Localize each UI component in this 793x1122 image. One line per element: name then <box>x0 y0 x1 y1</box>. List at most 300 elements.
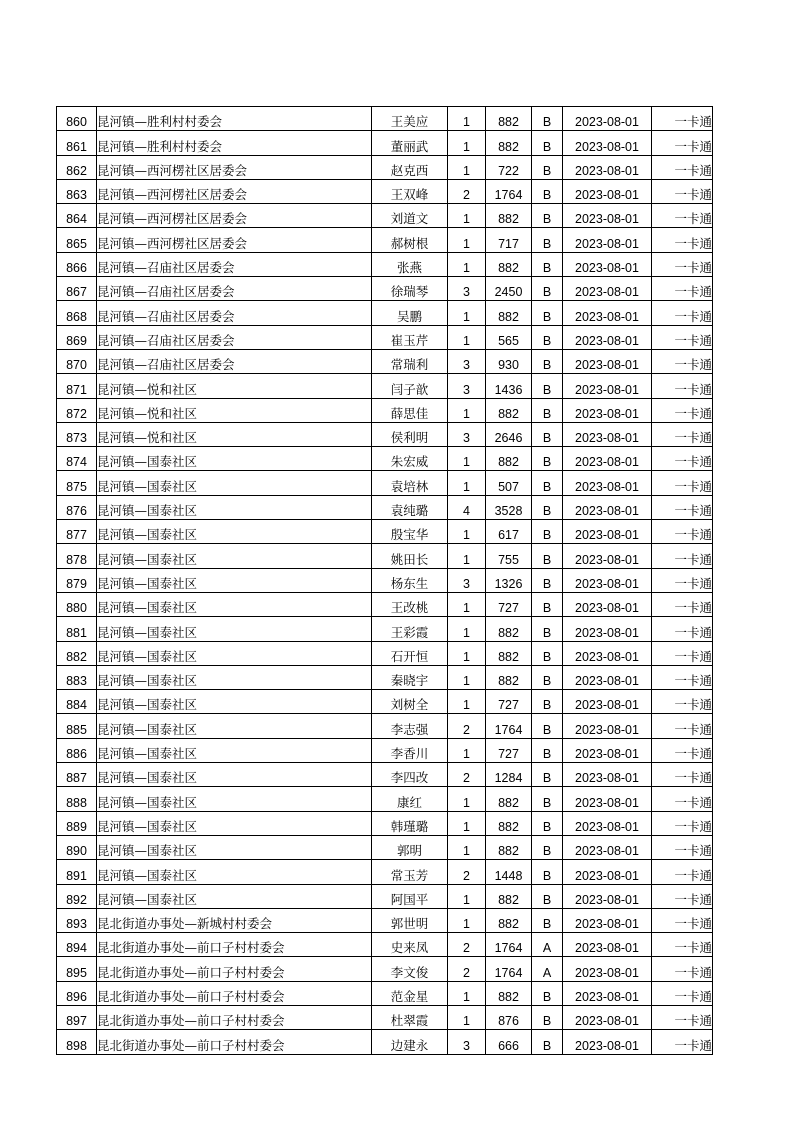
row-number: 880 <box>57 592 97 616</box>
table-row <box>57 592 713 616</box>
row-date: 2023-08-01 <box>563 908 652 932</box>
row-payment: 一卡通 <box>652 957 713 981</box>
row-date: 2023-08-01 <box>563 495 652 519</box>
row-payment: 一卡通 <box>652 981 713 1005</box>
row-count: 1 <box>448 787 486 811</box>
row-name: 常玉芳 <box>372 860 448 884</box>
table-row <box>57 957 713 981</box>
row-count: 1 <box>448 107 486 131</box>
row-name: 阿国平 <box>372 884 448 908</box>
row-name: 袁培林 <box>372 471 448 495</box>
row-date: 2023-08-01 <box>563 714 652 738</box>
row-date: 2023-08-01 <box>563 179 652 203</box>
row-class: B <box>532 690 563 714</box>
row-number: 890 <box>57 835 97 859</box>
row-count: 2 <box>448 179 486 203</box>
row-payment: 一卡通 <box>652 860 713 884</box>
table-row <box>57 884 713 908</box>
row-payment: 一卡通 <box>652 592 713 616</box>
row-payment: 一卡通 <box>652 228 713 252</box>
row-payment: 一卡通 <box>652 811 713 835</box>
row-date: 2023-08-01 <box>563 1030 652 1054</box>
table-row <box>57 738 713 762</box>
row-amount: 722 <box>486 155 532 179</box>
row-date: 2023-08-01 <box>563 933 652 957</box>
row-number: 889 <box>57 811 97 835</box>
row-number: 874 <box>57 447 97 471</box>
row-number: 893 <box>57 908 97 932</box>
row-number: 863 <box>57 179 97 203</box>
table-row <box>57 617 713 641</box>
row-number: 879 <box>57 568 97 592</box>
row-count: 2 <box>448 957 486 981</box>
row-amount: 882 <box>486 665 532 689</box>
row-name: 石开恒 <box>372 641 448 665</box>
row-amount: 882 <box>486 204 532 228</box>
row-count: 1 <box>448 738 486 762</box>
table-row <box>57 422 713 446</box>
row-class: B <box>532 1005 563 1029</box>
table-row <box>57 131 713 155</box>
row-payment: 一卡通 <box>652 884 713 908</box>
row-address: 昆河镇—国泰社区 <box>97 568 372 592</box>
row-payment: 一卡通 <box>652 568 713 592</box>
row-name: 范金星 <box>372 981 448 1005</box>
row-payment: 一卡通 <box>652 787 713 811</box>
row-payment: 一卡通 <box>652 349 713 373</box>
row-class: B <box>532 325 563 349</box>
row-number: 876 <box>57 495 97 519</box>
row-address: 昆河镇—国泰社区 <box>97 835 372 859</box>
row-name: 李四改 <box>372 763 448 787</box>
row-number: 894 <box>57 933 97 957</box>
row-name: 王美应 <box>372 107 448 131</box>
table-row <box>57 665 713 689</box>
row-name: 薛思佳 <box>372 398 448 422</box>
row-count: 1 <box>448 884 486 908</box>
row-payment: 一卡通 <box>652 617 713 641</box>
row-address: 昆河镇—召庙社区居委会 <box>97 252 372 276</box>
row-date: 2023-08-01 <box>563 398 652 422</box>
row-payment: 一卡通 <box>652 204 713 228</box>
table-row <box>57 981 713 1005</box>
row-name: 杨东生 <box>372 568 448 592</box>
row-amount: 717 <box>486 228 532 252</box>
row-address: 昆河镇—胜利村村委会 <box>97 107 372 131</box>
row-class: B <box>532 787 563 811</box>
roster-table <box>56 106 713 1055</box>
row-class: B <box>532 592 563 616</box>
row-address: 昆河镇—国泰社区 <box>97 714 372 738</box>
row-number: 896 <box>57 981 97 1005</box>
row-class: B <box>532 277 563 301</box>
table-row <box>57 1005 713 1029</box>
row-number: 870 <box>57 349 97 373</box>
row-payment: 一卡通 <box>652 641 713 665</box>
row-payment: 一卡通 <box>652 155 713 179</box>
row-number: 892 <box>57 884 97 908</box>
row-number: 873 <box>57 422 97 446</box>
row-class: B <box>532 908 563 932</box>
row-address: 昆河镇—悦和社区 <box>97 422 372 446</box>
row-count: 3 <box>448 422 486 446</box>
row-count: 4 <box>448 495 486 519</box>
row-address: 昆河镇—国泰社区 <box>97 520 372 544</box>
row-payment: 一卡通 <box>652 325 713 349</box>
row-class: B <box>532 811 563 835</box>
row-amount: 882 <box>486 884 532 908</box>
row-name: 张燕 <box>372 252 448 276</box>
row-count: 1 <box>448 204 486 228</box>
row-date: 2023-08-01 <box>563 520 652 544</box>
row-count: 1 <box>448 1005 486 1029</box>
row-name: 李香川 <box>372 738 448 762</box>
row-address: 昆河镇—西河楞社区居委会 <box>97 179 372 203</box>
row-count: 1 <box>448 665 486 689</box>
row-amount: 882 <box>486 252 532 276</box>
table-row <box>57 325 713 349</box>
row-address: 昆北街道办事处—前口子村村委会 <box>97 981 372 1005</box>
row-count: 1 <box>448 617 486 641</box>
row-number: 881 <box>57 617 97 641</box>
row-count: 3 <box>448 349 486 373</box>
row-address: 昆河镇—国泰社区 <box>97 787 372 811</box>
row-date: 2023-08-01 <box>563 641 652 665</box>
row-amount: 882 <box>486 981 532 1005</box>
row-date: 2023-08-01 <box>563 957 652 981</box>
table-row <box>57 301 713 325</box>
row-payment: 一卡通 <box>652 714 713 738</box>
row-number: 895 <box>57 957 97 981</box>
table-row <box>57 204 713 228</box>
row-count: 1 <box>448 520 486 544</box>
table-row <box>57 349 713 373</box>
row-payment: 一卡通 <box>652 422 713 446</box>
row-amount: 1436 <box>486 374 532 398</box>
row-count: 1 <box>448 398 486 422</box>
row-date: 2023-08-01 <box>563 1005 652 1029</box>
row-number: 891 <box>57 860 97 884</box>
row-number: 883 <box>57 665 97 689</box>
row-date: 2023-08-01 <box>563 568 652 592</box>
row-amount: 930 <box>486 349 532 373</box>
row-address: 昆河镇—召庙社区居委会 <box>97 349 372 373</box>
row-payment: 一卡通 <box>652 374 713 398</box>
row-name: 杜翠霞 <box>372 1005 448 1029</box>
row-class: B <box>532 714 563 738</box>
row-amount: 882 <box>486 131 532 155</box>
row-payment: 一卡通 <box>652 179 713 203</box>
row-class: B <box>532 495 563 519</box>
row-class: B <box>532 422 563 446</box>
row-payment: 一卡通 <box>652 738 713 762</box>
row-address: 昆河镇—国泰社区 <box>97 860 372 884</box>
row-name: 秦晓宇 <box>372 665 448 689</box>
row-date: 2023-08-01 <box>563 665 652 689</box>
row-amount: 617 <box>486 520 532 544</box>
row-count: 1 <box>448 641 486 665</box>
row-date: 2023-08-01 <box>563 374 652 398</box>
row-count: 1 <box>448 325 486 349</box>
row-address: 昆北街道办事处—新城村村委会 <box>97 908 372 932</box>
row-date: 2023-08-01 <box>563 471 652 495</box>
row-amount: 2450 <box>486 277 532 301</box>
row-amount: 507 <box>486 471 532 495</box>
row-payment: 一卡通 <box>652 763 713 787</box>
row-count: 1 <box>448 131 486 155</box>
row-count: 1 <box>448 811 486 835</box>
row-date: 2023-08-01 <box>563 811 652 835</box>
row-count: 1 <box>448 301 486 325</box>
row-number: 886 <box>57 738 97 762</box>
table-row <box>57 398 713 422</box>
row-amount: 727 <box>486 690 532 714</box>
row-amount: 3528 <box>486 495 532 519</box>
row-class: B <box>532 981 563 1005</box>
row-name: 韩瑾璐 <box>372 811 448 835</box>
row-address: 昆河镇—国泰社区 <box>97 665 372 689</box>
row-class: B <box>532 763 563 787</box>
row-count: 1 <box>448 981 486 1005</box>
row-number: 867 <box>57 277 97 301</box>
table-row <box>57 860 713 884</box>
row-address: 昆河镇—西河楞社区居委会 <box>97 204 372 228</box>
row-number: 872 <box>57 398 97 422</box>
row-class: B <box>532 131 563 155</box>
row-name: 殷宝华 <box>372 520 448 544</box>
row-count: 1 <box>448 447 486 471</box>
row-date: 2023-08-01 <box>563 155 652 179</box>
row-date: 2023-08-01 <box>563 252 652 276</box>
row-date: 2023-08-01 <box>563 301 652 325</box>
row-address: 昆河镇—西河楞社区居委会 <box>97 155 372 179</box>
table-row <box>57 690 713 714</box>
row-amount: 882 <box>486 835 532 859</box>
row-class: B <box>532 204 563 228</box>
row-amount: 882 <box>486 301 532 325</box>
row-name: 李文俊 <box>372 957 448 981</box>
row-name: 王彩霞 <box>372 617 448 641</box>
row-class: B <box>532 738 563 762</box>
row-payment: 一卡通 <box>652 277 713 301</box>
row-amount: 882 <box>486 641 532 665</box>
row-class: B <box>532 179 563 203</box>
roster-body <box>57 107 713 1055</box>
row-class: B <box>532 107 563 131</box>
row-number: 869 <box>57 325 97 349</box>
table-row <box>57 179 713 203</box>
row-date: 2023-08-01 <box>563 204 652 228</box>
row-class: B <box>532 252 563 276</box>
row-name: 王改桃 <box>372 592 448 616</box>
row-number: 888 <box>57 787 97 811</box>
row-number: 871 <box>57 374 97 398</box>
row-amount: 1764 <box>486 957 532 981</box>
row-class: B <box>532 1030 563 1054</box>
row-class: B <box>532 301 563 325</box>
row-date: 2023-08-01 <box>563 884 652 908</box>
row-name: 吴鹏 <box>372 301 448 325</box>
row-number: 861 <box>57 131 97 155</box>
table-row <box>57 835 713 859</box>
row-class: B <box>532 398 563 422</box>
row-payment: 一卡通 <box>652 131 713 155</box>
row-number: 897 <box>57 1005 97 1029</box>
row-payment: 一卡通 <box>652 495 713 519</box>
table-row <box>57 107 713 131</box>
row-class: B <box>532 447 563 471</box>
table-row <box>57 155 713 179</box>
row-date: 2023-08-01 <box>563 325 652 349</box>
row-amount: 1764 <box>486 714 532 738</box>
row-payment: 一卡通 <box>652 398 713 422</box>
row-address: 昆河镇—胜利村村委会 <box>97 131 372 155</box>
row-number: 885 <box>57 714 97 738</box>
row-name: 闫子歆 <box>372 374 448 398</box>
table-row <box>57 520 713 544</box>
row-address: 昆河镇—国泰社区 <box>97 641 372 665</box>
row-amount: 1284 <box>486 763 532 787</box>
row-payment: 一卡通 <box>652 1005 713 1029</box>
row-amount: 876 <box>486 1005 532 1029</box>
row-class: B <box>532 884 563 908</box>
row-class: A <box>532 957 563 981</box>
table-row <box>57 447 713 471</box>
table-row <box>57 277 713 301</box>
row-date: 2023-08-01 <box>563 860 652 884</box>
row-class: B <box>532 155 563 179</box>
row-amount: 565 <box>486 325 532 349</box>
row-class: B <box>532 665 563 689</box>
row-date: 2023-08-01 <box>563 349 652 373</box>
row-name: 朱宏威 <box>372 447 448 471</box>
row-date: 2023-08-01 <box>563 544 652 568</box>
row-name: 康红 <box>372 787 448 811</box>
row-name: 董丽武 <box>372 131 448 155</box>
row-payment: 一卡通 <box>652 665 713 689</box>
row-number: 864 <box>57 204 97 228</box>
row-address: 昆河镇—国泰社区 <box>97 811 372 835</box>
row-class: B <box>532 374 563 398</box>
row-number: 887 <box>57 763 97 787</box>
row-amount: 882 <box>486 617 532 641</box>
row-name: 郝树根 <box>372 228 448 252</box>
row-class: B <box>532 349 563 373</box>
row-payment: 一卡通 <box>652 520 713 544</box>
row-name: 李志强 <box>372 714 448 738</box>
row-address: 昆河镇—国泰社区 <box>97 738 372 762</box>
row-date: 2023-08-01 <box>563 107 652 131</box>
row-class: B <box>532 641 563 665</box>
row-amount: 755 <box>486 544 532 568</box>
row-payment: 一卡通 <box>652 835 713 859</box>
row-number: 862 <box>57 155 97 179</box>
row-count: 1 <box>448 908 486 932</box>
row-count: 2 <box>448 714 486 738</box>
row-count: 3 <box>448 568 486 592</box>
row-class: B <box>532 568 563 592</box>
row-amount: 1326 <box>486 568 532 592</box>
row-count: 3 <box>448 1030 486 1054</box>
table-row <box>57 933 713 957</box>
row-amount: 1764 <box>486 933 532 957</box>
row-payment: 一卡通 <box>652 301 713 325</box>
row-count: 2 <box>448 763 486 787</box>
row-amount: 882 <box>486 398 532 422</box>
row-name: 边建永 <box>372 1030 448 1054</box>
row-address: 昆河镇—西河楞社区居委会 <box>97 228 372 252</box>
row-date: 2023-08-01 <box>563 835 652 859</box>
row-payment: 一卡通 <box>652 1030 713 1054</box>
row-amount: 882 <box>486 787 532 811</box>
row-count: 1 <box>448 544 486 568</box>
table-row <box>57 787 713 811</box>
row-class: B <box>532 544 563 568</box>
row-count: 3 <box>448 374 486 398</box>
row-number: 860 <box>57 107 97 131</box>
row-address: 昆北街道办事处—前口子村村委会 <box>97 933 372 957</box>
row-amount: 882 <box>486 447 532 471</box>
row-address: 昆河镇—国泰社区 <box>97 471 372 495</box>
row-name: 崔玉芹 <box>372 325 448 349</box>
row-address: 昆河镇—国泰社区 <box>97 592 372 616</box>
row-date: 2023-08-01 <box>563 592 652 616</box>
table-row <box>57 908 713 932</box>
row-payment: 一卡通 <box>652 447 713 471</box>
row-name: 刘树全 <box>372 690 448 714</box>
row-date: 2023-08-01 <box>563 617 652 641</box>
row-address: 昆河镇—国泰社区 <box>97 690 372 714</box>
row-amount: 1448 <box>486 860 532 884</box>
row-class: B <box>532 835 563 859</box>
row-date: 2023-08-01 <box>563 277 652 301</box>
row-address: 昆河镇—国泰社区 <box>97 495 372 519</box>
row-class: B <box>532 617 563 641</box>
row-address: 昆河镇—悦和社区 <box>97 398 372 422</box>
row-name: 王双峰 <box>372 179 448 203</box>
row-payment: 一卡通 <box>652 471 713 495</box>
row-amount: 882 <box>486 908 532 932</box>
row-date: 2023-08-01 <box>563 131 652 155</box>
row-count: 1 <box>448 252 486 276</box>
row-count: 2 <box>448 933 486 957</box>
row-name: 史来凤 <box>372 933 448 957</box>
table-row <box>57 471 713 495</box>
row-date: 2023-08-01 <box>563 228 652 252</box>
row-name: 姚田长 <box>372 544 448 568</box>
row-date: 2023-08-01 <box>563 738 652 762</box>
row-class: B <box>532 228 563 252</box>
row-class: B <box>532 471 563 495</box>
row-payment: 一卡通 <box>652 908 713 932</box>
row-payment: 一卡通 <box>652 544 713 568</box>
row-amount: 882 <box>486 811 532 835</box>
row-date: 2023-08-01 <box>563 787 652 811</box>
row-count: 1 <box>448 835 486 859</box>
row-amount: 727 <box>486 738 532 762</box>
row-name: 常瑞利 <box>372 349 448 373</box>
row-name: 郭明 <box>372 835 448 859</box>
row-amount: 882 <box>486 107 532 131</box>
row-payment: 一卡通 <box>652 107 713 131</box>
table-row <box>57 568 713 592</box>
row-address: 昆河镇—国泰社区 <box>97 544 372 568</box>
row-address: 昆河镇—国泰社区 <box>97 617 372 641</box>
row-date: 2023-08-01 <box>563 447 652 471</box>
table-row <box>57 495 713 519</box>
row-name: 赵克西 <box>372 155 448 179</box>
row-name: 郭世明 <box>372 908 448 932</box>
